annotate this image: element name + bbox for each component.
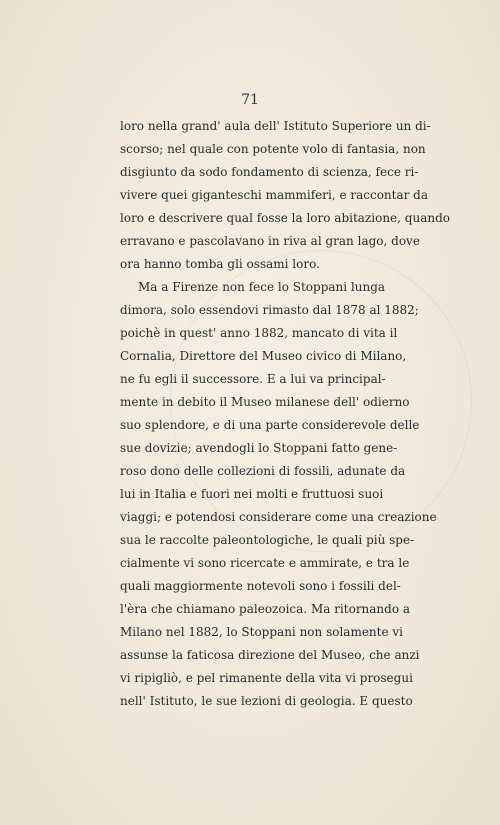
- text-line: Cornalia, Direttore del Museo civico di Milano,: [120, 349, 407, 363]
- text-line: loro e descrivere qual fosse la loro abitazione, quando: [120, 211, 450, 225]
- text-line: cialmente vi sono ricercate e ammirate, e tra le: [120, 556, 410, 570]
- page-number: 71: [241, 92, 259, 108]
- text-line: viaggi; e potendosi considerare come una creazione: [120, 510, 437, 524]
- text-line: assunse la faticosa direzione del Museo, che anzi: [120, 648, 420, 662]
- text-line: nell' Istituto, le sue lezioni di geologia. E questo: [120, 694, 413, 708]
- text-line: poichè in quest' anno 1882, mancato di vita il: [120, 326, 398, 340]
- text-line: l'èra che chiamano paleozoica. Ma ritornando a: [120, 602, 411, 616]
- text-line: sue dovizie; avendogli lo Stoppani fatto gene-: [120, 441, 398, 455]
- text-line: Milano nel 1882, lo Stoppani non solamente vi: [120, 625, 404, 639]
- text-line: erravano e pascolavano in riva al gran lago, dove: [120, 234, 420, 248]
- text-line: quali maggiormente notevoli sono i fossili del-: [120, 579, 401, 593]
- text-line: roso dono delle collezioni di fossili, adunate da: [120, 464, 406, 478]
- text-line: ne fu egli il successore. E a lui va principal-: [120, 372, 386, 386]
- text-line: mente in debito il Museo milanese dell' odierno: [120, 395, 410, 409]
- body-text: [120, 115, 450, 713]
- text-line: dimora, solo essendovi rimasto dal 1878 al 1882;: [120, 303, 419, 317]
- text-line: loro nella grand' aula dell' Istituto Superiore un di-: [120, 119, 431, 133]
- text-line: lui in Italia e fuori nei molti e fruttuosi suoi: [120, 487, 384, 501]
- text-line: vi ripigliò, e pel rimanente della vita vi prosegui: [120, 671, 413, 685]
- text-line: sua le raccolte paleontologiche, le quali più spe-: [120, 533, 415, 547]
- text-line: scorso; nel quale con potente volo di fantasia, non: [120, 142, 426, 156]
- text-line: ora hanno tomba gli ossami loro.: [120, 257, 320, 271]
- text-line: suo splendore, e di una parte considerevole delle: [120, 418, 420, 432]
- text-line: disgiunto da sodo fondamento di scienza, fece ri-: [120, 165, 419, 179]
- text-line: vivere quei giganteschi mammiferi, e raccontar da: [120, 188, 429, 202]
- text-line: Ma a Firenze non fece lo Stoppani lunga: [138, 280, 386, 294]
